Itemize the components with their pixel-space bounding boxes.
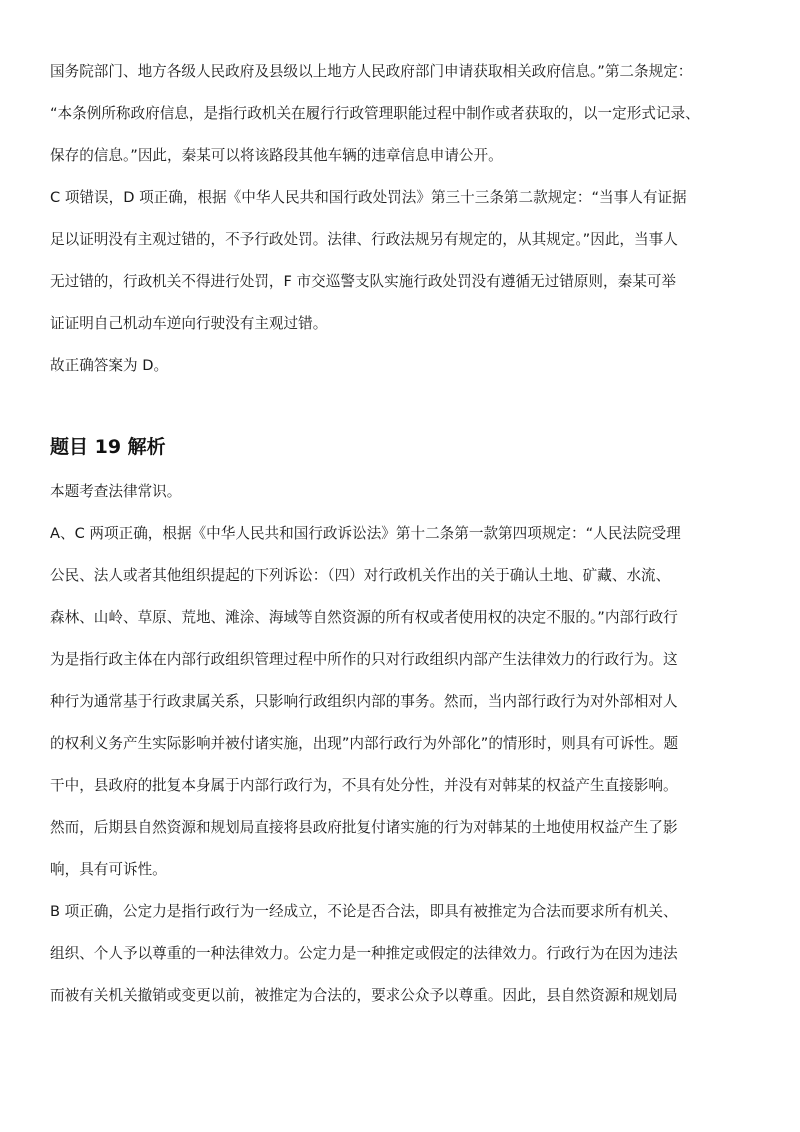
paragraph-line: 证证明自己机动车逆向行驶没有主观过错。	[50, 315, 328, 332]
paragraph-line: “本条例所称政府信息，是指行政机关在履行行政管理职能过程中制作或者获取的，以一定形式记录、	[50, 105, 700, 122]
answer-line: 故正确答案为 D。	[50, 357, 169, 374]
paragraph-line: 保存的信息。”因此，秦某可以将该路段其他车辆的违章信息申请公开。	[50, 147, 503, 164]
paragraph-line: 响，具有可诉性。	[50, 861, 167, 878]
section-heading: 题目 19 解析	[50, 436, 166, 458]
paragraph-line: C 项错误，D 项正确，根据《中华人民共和国行政处罚法》第三十三条第二款规定：“当事人有证据	[50, 189, 687, 206]
paragraph-line: 组织、个人予以尊重的一种法律效力。公定力是一种推定或假定的法律效力。行政行为在因为违法	[50, 945, 678, 962]
paragraph-line: 本题考查法律常识。	[50, 483, 182, 500]
paragraph-line: 无过错的，行政机关不得进行处罚，F 市交巡警支队实施行政处罚没有遵循无过错原则，秦某可举	[50, 273, 676, 290]
paragraph-line: 公民、法人或者其他组织提起的下列诉讼：（四）对行政机关作出的关于确认土地、矿藏、水流、	[50, 567, 671, 584]
paragraph-line: 的权利义务产生实际影响并被付诸实施，出现”内部行政行为外部化”的情形时，则具有可诉性。题	[50, 735, 679, 752]
paragraph-line: 国务院部门、地方各级人民政府及县级以上地方人民政府部门申请获取相关政府信息。”第二条规定：	[50, 63, 693, 80]
paragraph-line: 然而，后期县自然资源和规划局直接将县政府批复付诸实施的行为对韩某的土地使用权益产生了影	[50, 819, 678, 836]
paragraph-line: 种行为通常基于行政隶属关系，只影响行政组织内部的事务。然而，当内部行政行为对外部相对人	[50, 693, 678, 710]
paragraph-line: 足以证明没有主观过错的，不予行政处罚。法律、行政法规另有规定的，从其规定。”因此，当事人	[50, 231, 678, 248]
paragraph-line: A、C 两项正确，根据《中华人民共和国行政诉讼法》第十二条第一款第四项规定：“人民法院受理	[50, 525, 681, 542]
paragraph-line: 为是指行政主体在内部行政组织管理过程中所作的只对行政组织内部产生法律效力的行政行为。这	[50, 651, 678, 668]
paragraph-line: B 项正确，公定力是指行政行为一经成立，不论是否合法，即具有被推定为合法而要求所有机关、	[50, 903, 678, 920]
paragraph-line: 而被有关机关撤销或变更以前，被推定为合法的，要求公众予以尊重。因此，县自然资源和规划局	[50, 987, 678, 1004]
paragraph-line: 森林、山岭、草原、荒地、滩涂、海域等自然资源的所有权或者使用权的决定不服的。”内部行政行	[50, 609, 678, 626]
paragraph-line: 干中，县政府的批复本身属于内部行政行为，不具有处分性，并没有对韩某的权益产生直接影响。	[50, 777, 678, 794]
